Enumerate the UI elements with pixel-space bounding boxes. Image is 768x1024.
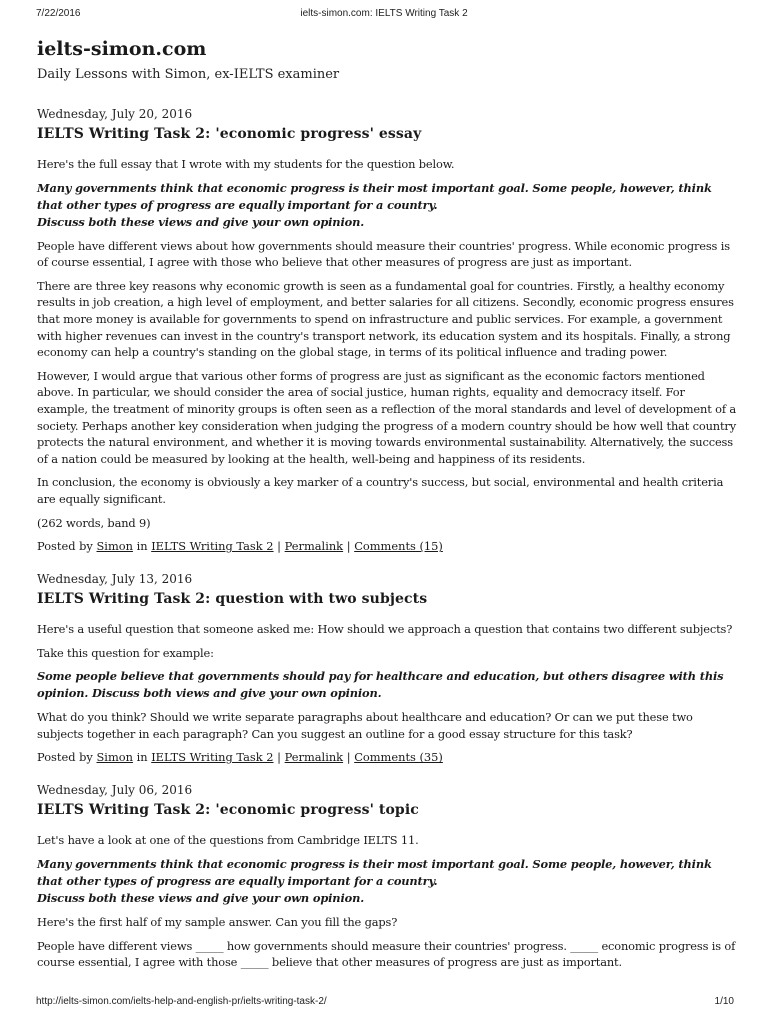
- permalink-link[interactable]: Permalink: [284, 539, 344, 554]
- question-instruction: Discuss both these views and give your own opinion.: [37, 214, 365, 229]
- essay-question: Some people believe that governments should pay for healthcare and education, but others disagree with this opinion. Discuss both views and give your own opinion.: [37, 669, 724, 701]
- question-text: Many governments think that economic progress is their most important goal. Some people, however, think that other types of progress are equally important for a country.: [37, 180, 712, 212]
- posted-by-label: Posted by: [37, 750, 93, 765]
- post-title[interactable]: IELTS Writing Task 2: 'economic progress' topic: [37, 802, 419, 819]
- print-header: [0, 8, 768, 22]
- post-economic-progress-topic: [37, 782, 737, 970]
- author-link[interactable]: Simon: [96, 750, 133, 765]
- post-date: Wednesday, July 06, 2016: [37, 783, 193, 798]
- permalink-link[interactable]: Permalink: [284, 750, 344, 765]
- question-text: Many governments think that economic progress is their most important goal. Some people, however, think that other types of progress are equally important for a country.: [37, 857, 712, 889]
- posted-by-label: Posted by: [37, 539, 93, 554]
- post-title[interactable]: IELTS Writing Task 2: 'economic progress' essay: [37, 126, 422, 142]
- essay-question: [37, 856, 737, 907]
- separator: |: [346, 750, 351, 765]
- separator: |: [277, 539, 281, 554]
- print-title: ielts-simon.com: IELTS Writing Task 2: [300, 8, 468, 19]
- post-footer: [37, 749, 737, 765]
- post-title[interactable]: IELTS Writing Task 2: question with two subjects: [37, 591, 428, 608]
- print-page-number: 1/10: [714, 996, 734, 1007]
- post-paragraph: What do you think? Should we write separate paragraphs about healthcare and education? Or can we put these two subjects together in each paragraph? Can you suggest an outline for a good essay structure for this task?: [37, 710, 693, 741]
- category-link[interactable]: IELTS Writing Task 2: [151, 539, 274, 554]
- site-title[interactable]: ielts-simon.com: [37, 38, 207, 60]
- post-economic-progress-essay: [37, 106, 737, 554]
- post-paragraph: Let's have a look at one of the questions from Cambridge IELTS 11.: [37, 833, 419, 848]
- print-date: 7/22/2016: [36, 8, 81, 19]
- category-link[interactable]: IELTS Writing Task 2: [151, 750, 274, 765]
- comments-link[interactable]: Comments (35): [354, 750, 443, 765]
- essay-paragraph: People have different views about how governments should measure their countries' progress. While economic progress is of course essential, I agree with those who believe that other measures of progress are just as important.: [37, 238, 730, 270]
- post-intro: Here's the full essay that I wrote with my students for the question below.: [37, 157, 455, 171]
- print-footer: [0, 996, 768, 1010]
- in-label: in: [136, 539, 148, 554]
- post-footer: [37, 538, 737, 554]
- site-tagline: Daily Lessons with Simon, ex-IELTS examiner: [37, 67, 340, 82]
- question-instruction: Discuss both these views and give your own opinion.: [37, 891, 365, 906]
- post-date: Wednesday, July 13, 2016: [37, 572, 193, 587]
- gap-fill-paragraph: People have different views _____ how governments should measure their countries' progress. _____ economic progress is of course essential, I agree with those _____ believe that other measures of progress are just as important.: [37, 938, 736, 970]
- essay-paragraph: In conclusion, the economy is obviously a key marker of a country's success, but social, environmental and health criteria are equally significant.: [37, 475, 724, 506]
- essay-question: [37, 180, 737, 231]
- essay-paragraph: There are three key reasons why economic growth is seen as a fundamental goal for countries. Firstly, a healthy economy results in job creation, a high level of employment, and better salaries for all citizens. Secondly, economic progress ensures that more money is available for governments to spend on infrastructure and public services. For example, a government with higher revenues can invest in the country's transport network, its education system and its hospitals. Finally, a strong economy can help a country's standing on the global stage, in terms of its political influence and trading power.: [37, 278, 734, 360]
- essay-paragraph: However, I would argue that various other forms of progress are just as significant as the economic factors mentioned above. In particular, we should consider the area of social justice, human rights, equality and democracy itself. For example, the treatment of minority groups is often seen as a reflection of the moral standards and level of development of a society. Perhaps another key consideration when judging the progress of a modern country should be how well that country protects the natural environment, and whether it is moving towards environmental sustainability. Alternatively, the success of a nation could be measured by looking at the health, well-being and happiness of its residents.: [37, 368, 736, 466]
- separator: |: [277, 750, 281, 765]
- post-paragraph: Take this question for example:: [37, 645, 214, 660]
- in-label: in: [136, 750, 148, 765]
- page-content: [37, 36, 737, 978]
- separator: |: [346, 539, 351, 554]
- post-date: Wednesday, July 20, 2016: [37, 107, 193, 121]
- post-paragraph: Here's the first half of my sample answer. Can you fill the gaps?: [37, 915, 398, 930]
- post-paragraph: Here's a useful question that someone asked me: How should we approach a question that contains two different subjects?: [37, 622, 733, 637]
- print-url: http://ielts-simon.com/ielts-help-and-english-pr/ielts-writing-task-2/: [36, 996, 327, 1007]
- post-question-two-subjects: [37, 571, 737, 765]
- word-count-note: (262 words, band 9): [37, 515, 151, 530]
- comments-link[interactable]: Comments (15): [354, 539, 443, 554]
- author-link[interactable]: Simon: [96, 539, 133, 554]
